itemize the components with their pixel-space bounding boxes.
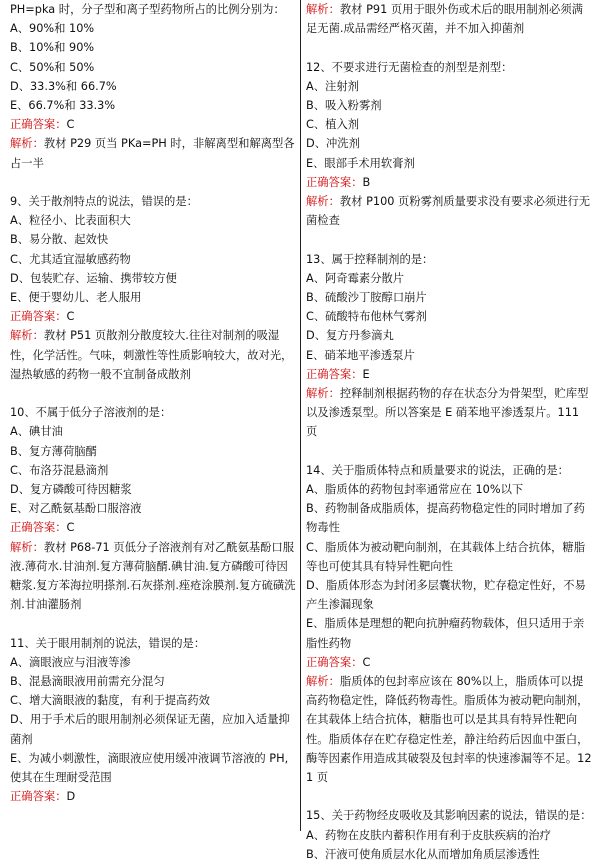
option-b: B、混悬滴眼液用前需充分混匀 [10,675,165,689]
option-c: C、硫酸特布他林气雾剂 [306,310,427,324]
column-divider [300,0,301,831]
option-e: E、为减小刺激性，滴眼液应使用缓冲液调节溶液的 PH,使其在生理耐受范围 [10,751,289,785]
spacer [306,442,592,461]
option-d: D、33.3%和 66.7% [10,79,117,93]
explanation-text: 教材 P100 页粉雾剂质量要求没有要求必须进行无菌检查 [306,195,591,228]
option-d: D、脂质体形态为封闭多层囊状物，贮存稳定性好，不易产生渗漏现象 [306,579,586,612]
explanation-text: 教材 P91 页用于眼外伤或术后的眼用制剂必须满足无菌.成品需经严格灭菌，并不加入抑菌剂 [306,3,583,36]
explanation-text: 控释制剂根据药物的存在状态分为骨架型，贮库型以及渗透泵型。所以答案是 E 硝苯地平渗透泵片。111 页 [306,387,589,439]
option-d: D、用于手术后的眼用制剂必须保证无菌，应加入适量抑菌剂 [10,713,290,746]
option-e: E、眼部手术用软膏剂 [306,156,415,170]
right-column [306,0,592,864]
explanation-label: 解析： [306,3,340,16]
question-stem: 15、关于药物经皮吸收及其影响因素的说法，错误的是： [306,809,592,823]
answer-label: 正确答案： [10,521,67,535]
explanation [10,134,296,172]
option-d: D、复方磷酸可待因糖浆 [10,483,132,497]
spacer [306,38,592,57]
explanation [306,0,592,38]
explanation-text: 教材 P68-71 页低分子溶液剂有对乙酰氨基酚口服液.薄荷水.甘油剂.复方薄荷脑醑.碘甘油.复方磷酸可待因糖浆.复方苯海拉明搽剂.石灰搽剂.痤疮涂膜剂.复方硫磺洗剂.甘油灌肠剂 [10,540,296,612]
option-b: B、吸入粉雾剂 [306,99,382,112]
option-e: E、硝苯地平渗透泵片 [306,348,415,362]
option-b: B、硫酸沙丁胺醇口崩片 [306,291,427,305]
option-d: D、包装贮存、运输、携带较方便 [10,271,177,285]
option-c: C、50%和 50% [10,60,95,74]
spacer [10,173,296,192]
answer-label: 正确答案： [306,175,363,189]
spacer [10,614,296,633]
answer-row [306,173,592,192]
spacer [306,230,592,249]
answer-label: 正确答案： [306,655,363,669]
question-stem: 11、关于眼用制剂的说法，错误的是： [10,636,206,650]
option-b: B、复方薄荷脑醑 [10,444,97,458]
question-stem: PH=pka 时，分子型和离子型药物所占的比例分别为： [10,3,285,16]
answer-value: C [362,655,371,669]
explanation-label: 解析： [306,675,340,689]
option-a: A、药物在皮肤内蓄积作用有利于皮肤疾病的治疗 [306,828,551,842]
option-a: A、滴眼液应与泪液等渗 [10,655,131,669]
explanation [306,192,592,230]
answer-row [10,307,296,326]
explanation-text: 脂质体的包封率应该在 80%以上，脂质体可以提高药物稳定性，降低药物毒性。脂质体为被动靶向制剂，在其载体上结合抗体，糖脂也可以是其具有特异性靶向性。脂质体存在贮存稳定性差，静注给药后因血中蛋白，酶等因素作用造成其破裂及包封率的快速渗漏等不足。121 页 [306,675,592,785]
option-b: B、药物制备成脂质体，提高药物稳定性的同时增加了药物毒性 [306,502,585,535]
option-b: B、10%和 90% [10,41,95,55]
explanation-label: 解析： [10,540,44,554]
answer-value: D [66,790,76,804]
option-c: C、布洛芬混悬滴剂 [10,463,109,477]
explanation-label: 解析： [306,195,340,209]
option-e: E、脂质体是理想的靶向抗肿瘤药物载体，但只适用于亲脂性药物 [306,617,585,650]
spacer [10,384,296,403]
option-c: C、脂质体为被动靶向制剂，在其载体上结合抗体，糖脂等也可使其具有特异性靶向性 [306,540,586,573]
answer-label: 正确答案： [10,310,67,324]
option-a: A、碘甘油 [10,425,63,439]
answer-row [10,518,296,537]
answer-value: C [66,521,75,535]
answer-label: 正确答案： [306,367,363,381]
answer-value: C [66,118,75,132]
left-column [10,0,296,806]
question-stem: 9、关于散剂特点的说法，错误的是： [10,195,198,209]
option-c: C、植入剂 [306,118,360,132]
answer-row [10,115,296,134]
option-e: E、便于婴幼儿、老人服用 [10,291,142,305]
answer-label: 正确答案： [10,790,67,804]
option-b: B、易分散、起效快 [10,233,109,247]
answer-row [10,787,296,806]
answer-value: C [66,310,75,324]
option-a: A、粒径小、比表面积大 [10,214,131,228]
explanation [306,384,592,442]
answer-value: B [362,175,371,189]
question-stem: 13、属于控释制剂的是： [306,252,434,266]
explanation [10,326,296,384]
option-d: D、冲洗剂 [306,137,360,151]
explanation-label: 解析： [10,329,44,343]
question-stem: 10、不属于低分子溶液剂的是： [10,406,172,420]
option-c: C、增大滴眼液的黏度，有利于提高药效 [10,694,210,708]
question-stem: 12、不要求进行无菌检查的剂型是剂型： [306,60,513,74]
option-d: D、复方丹参滴丸 [306,329,394,343]
answer-value: E [362,367,370,381]
spacer [306,787,592,806]
question-stem: 14、关于脂质体特点和质量要求的说法，正确的是： [306,463,569,477]
option-c: C、尤其适宜湿敏感药物 [10,252,131,266]
answer-row [306,365,592,384]
explanation [306,672,592,787]
option-a: A、脂质体的药物包封率通常应在 10%以下 [306,483,524,497]
option-e: E、对乙酰氨基酚口服溶液 [10,502,142,516]
option-e: E、66.7%和 33.3% [10,99,116,113]
explanation [10,538,296,615]
answer-row [306,653,592,672]
option-b: B、汗液可使角质层水化从而增加角质层渗透性 [306,847,540,861]
option-a: A、注射剂 [306,79,359,93]
explanation-label: 解析： [10,137,44,151]
explanation-text: 教材 P51 页散剂分散度较大.往往对制剂的吸湿性，化学活性。气味，刺激性等性质影响较大，故对光，湿热敏感的药物一般不宜制备成散剂 [10,329,293,381]
answer-label: 正确答案： [10,118,67,132]
explanation-text: 教材 P29 页当 PKa=PH 时，非解离型和解离型各占一半 [10,137,295,170]
option-a: A、90%和 10% [10,22,95,36]
explanation-label: 解析： [306,387,340,401]
option-a: A、阿奇霉素分散片 [306,271,405,285]
